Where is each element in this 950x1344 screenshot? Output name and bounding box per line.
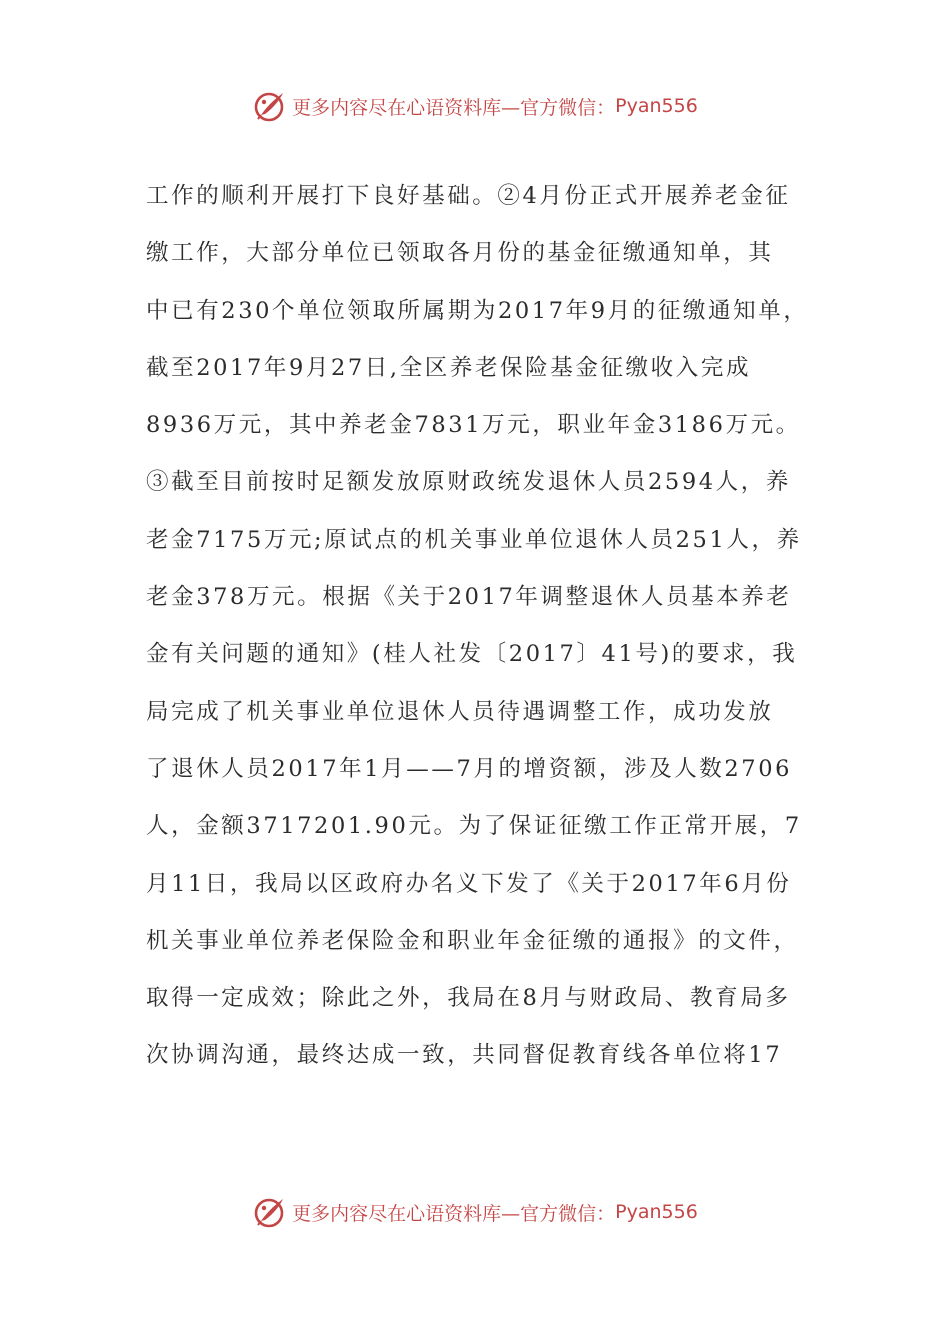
text-line: 中已有230个单位领取所属期为2017年9月的征缴通知单， xyxy=(146,297,809,324)
text-line: 金有关问题的通知》(桂人社发〔2017〕41号)的要求，我 xyxy=(146,641,798,668)
footer-banner xyxy=(0,1190,950,1234)
banner-content xyxy=(252,88,698,124)
text-line: 截至2017年9月27日,全区养老保险基金征缴收入完成 xyxy=(146,354,752,381)
text-line: 机关事业单位养老保险金和职业年金征缴的通报》的文件， xyxy=(146,927,799,954)
banner-wechat-id: Pyan556 xyxy=(615,1201,698,1223)
text-line: 月11日，我局以区政府办名义下发了《关于2017年6月份 xyxy=(146,870,792,897)
text-line: 人，金额3717201.90元。为了保证征缴工作正常开展，7 xyxy=(146,813,802,840)
text-line: 8936万元，其中养老金7831万元，职业年金3186万元。 xyxy=(146,412,801,439)
text-line: 老金378万元。根据《关于2017年调整退休人员基本养老 xyxy=(146,584,792,611)
text-line: 缴工作，大部分单位已领取各月份的基金征缴通知单，其 xyxy=(146,240,774,267)
banner-text: 更多内容尽在心语资料库—官方微信： xyxy=(292,1202,616,1225)
document-body xyxy=(146,168,810,1085)
text-line: 老金7175万元;原试点的机关事业单位退休人员251人，养 xyxy=(146,526,802,553)
text-line: ③截至目前按时足额发放原财政统发退休人员2594人，养 xyxy=(146,469,791,496)
text-line: 工作的顺利开展打下良好基础。②4月份正式开展养老金征 xyxy=(146,183,791,209)
quill-logo-icon xyxy=(252,88,288,124)
text-line: 取得一定成效；除此之外，我局在8月与财政局、教育局多 xyxy=(146,985,791,1012)
text-line: 局完成了机关事业单位退休人员待遇调整工作，成功发放 xyxy=(146,698,774,725)
banner-content xyxy=(252,1194,698,1230)
text-line: 次协调沟通，最终达成一致，共同督促教育线各单位将17 xyxy=(146,1042,783,1069)
banner-wechat-id: Pyan556 xyxy=(615,95,698,117)
header-banner xyxy=(0,84,950,128)
banner-text: 更多内容尽在心语资料库—官方微信： xyxy=(292,96,616,119)
text-line: 了退休人员2017年1月——7月的增资额，涉及人数2706 xyxy=(146,755,793,782)
quill-logo-icon xyxy=(252,1194,288,1230)
